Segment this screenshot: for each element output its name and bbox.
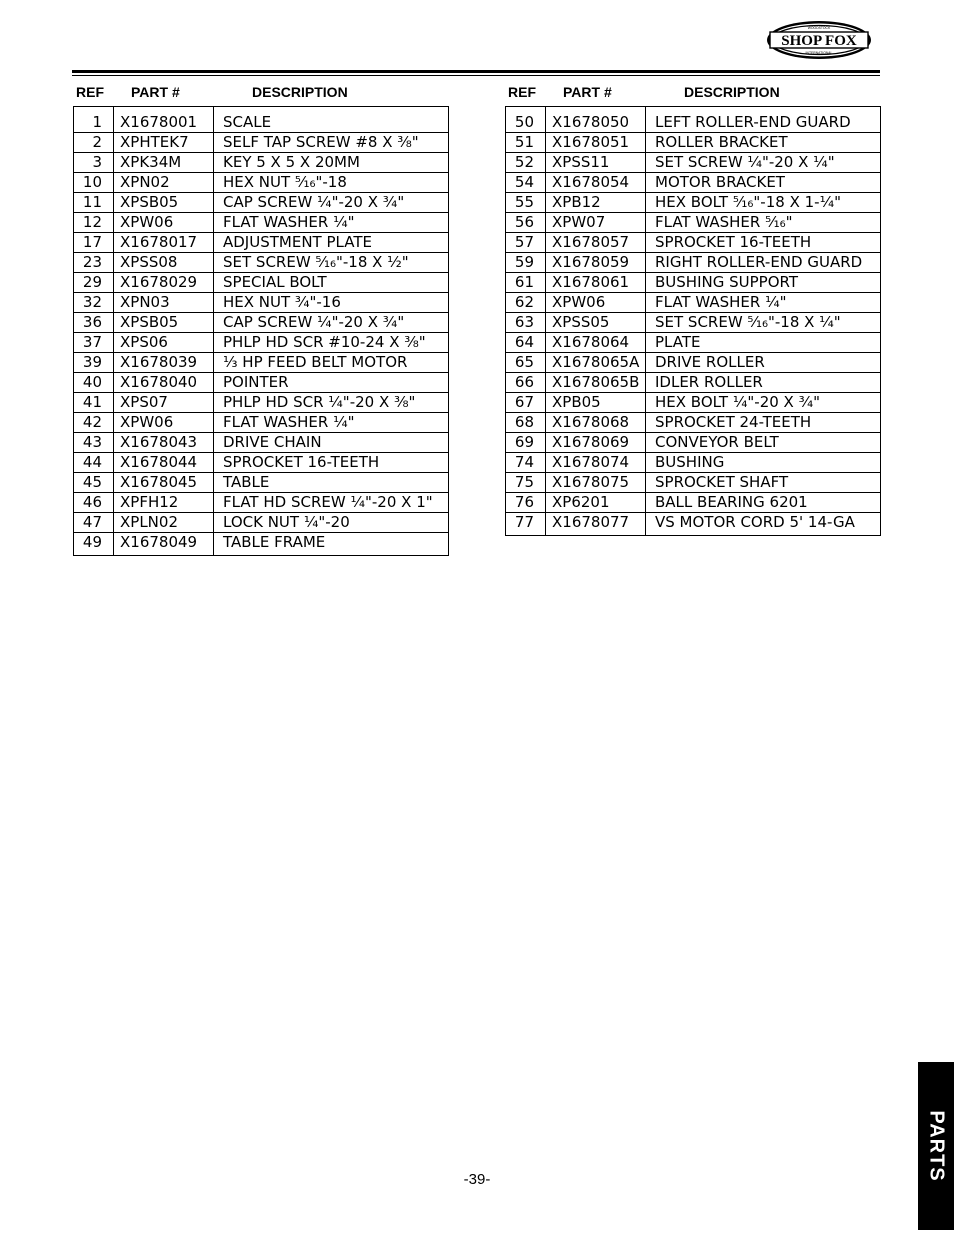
table-row [506,413,881,433]
part-number-cell: X1678001 [114,113,214,133]
description-cell: SPROCKET 24-TEETH [646,413,881,433]
part-number-cell: XPS06 [114,333,214,353]
part-number-cell: X1678017 [114,233,214,253]
table-row [74,473,449,493]
description-cell: BALL BEARING 6201 [646,493,881,513]
ref-cell: 57 [506,233,546,253]
description-cell: CAP SCREW ¹⁄₄"-20 X ³⁄₄" [214,193,449,213]
description-cell: SELF TAP SCREW #8 X ³⁄₈" [214,133,449,153]
part-number-cell: X1678061 [546,273,646,293]
ref-cell: 40 [74,373,114,393]
ref-cell: 45 [74,473,114,493]
ref-cell: 63 [506,313,546,333]
part-number-cell: XPSS11 [546,153,646,173]
description-cell: LOCK NUT ¹⁄₄"-20 [214,513,449,533]
table-row [506,133,881,153]
part-number-cell: X1678039 [114,353,214,373]
right-table-header [507,84,882,102]
ref-cell: 62 [506,293,546,313]
part-number-cell: X1678051 [546,133,646,153]
description-cell: ADJUSTMENT PLATE [214,233,449,253]
description-cell: FLAT HD SCREW ¹⁄₄"-20 X 1" [214,493,449,513]
ref-cell: 75 [506,473,546,493]
description-cell: FLAT WASHER ¹⁄₄" [214,213,449,233]
ref-cell: 47 [74,513,114,533]
ref-cell: 64 [506,333,546,353]
ref-cell: 61 [506,273,546,293]
table-row [506,493,881,513]
table-row [506,293,881,313]
table-row [74,233,449,253]
part-number-cell: X1678065B [546,373,646,393]
part-number-cell: XPK34M [114,153,214,173]
table-row [506,433,881,453]
header-rule-thin [72,75,880,76]
description-cell: SPECIAL BOLT [214,273,449,293]
part-number-cell: X1678069 [546,433,646,453]
ref-cell: 69 [506,433,546,453]
parts-section-tab-label: PARTS [925,1110,948,1182]
description-cell: KEY 5 X 5 X 20MM [214,153,449,173]
page-number: -39- [463,1171,491,1188]
table-row [506,513,881,536]
ref-cell: 41 [74,393,114,413]
ref-cell: 42 [74,413,114,433]
table-row [74,153,449,173]
description-cell: DRIVE CHAIN [214,433,449,453]
parts-section-tab [918,1062,954,1230]
ref-cell: 51 [506,133,546,153]
ref-cell: 49 [74,533,114,556]
ref-cell: 43 [74,433,114,453]
description-cell: SET SCREW ¹⁄₄"-20 X ¹⁄₄" [646,153,881,173]
ref-cell: 32 [74,293,114,313]
description-cell: SPROCKET SHAFT [646,473,881,493]
part-number-cell: X1678049 [114,533,214,556]
table-row [74,533,449,556]
left-parts-table-body [74,107,449,556]
table-row [506,113,881,133]
left-header-part: PART # [131,84,180,100]
right-header-description: DESCRIPTION [684,84,780,100]
part-number-cell: XPS07 [114,393,214,413]
description-cell: CONVEYOR BELT [646,433,881,453]
description-cell: ¹⁄₃ HP FEED BELT MOTOR [214,353,449,373]
ref-cell: 17 [74,233,114,253]
part-number-cell: XPSB05 [114,313,214,333]
table-row [74,393,449,413]
description-cell: SPROCKET 16-TEETH [646,233,881,253]
part-number-cell: XPN03 [114,293,214,313]
part-number-cell: X1678068 [546,413,646,433]
left-table-header [75,84,450,102]
part-number-cell: XPW06 [114,413,214,433]
ref-cell: 1 [74,113,114,133]
table-row [506,173,881,193]
part-number-cell: XPN02 [114,173,214,193]
ref-cell: 29 [74,273,114,293]
ref-cell: 10 [74,173,114,193]
part-number-cell: XPFH12 [114,493,214,513]
table-row [74,133,449,153]
description-cell: HEX NUT ³⁄₄"-16 [214,293,449,313]
table-row [506,213,881,233]
table-row [74,193,449,213]
description-cell: HEX BOLT ⁵⁄₁₆"-18 X 1-¹⁄₄" [646,193,881,213]
description-cell: FLAT WASHER ¹⁄₄" [646,293,881,313]
description-cell: POINTER [214,373,449,393]
table-row [74,433,449,453]
table-row [506,453,881,473]
part-number-cell: X1678077 [546,513,646,536]
description-cell: TABLE [214,473,449,493]
table-row [506,373,881,393]
ref-cell: 56 [506,213,546,233]
table-row [506,233,881,253]
table-row [74,113,449,133]
table-row [506,313,881,333]
ref-cell: 36 [74,313,114,333]
table-row [506,393,881,413]
right-parts-table-body [506,107,881,536]
ref-cell: 39 [74,353,114,373]
description-cell: RIGHT ROLLER-END GUARD [646,253,881,273]
table-row [74,313,449,333]
ref-cell: 2 [74,133,114,153]
description-cell: TABLE FRAME [223,533,326,551]
part-number-cell: XP6201 [546,493,646,513]
logo-top-text: WOODSTOCK [807,26,831,30]
description-cell: ROLLER BRACKET [646,133,881,153]
table-row [74,293,449,313]
header-rule-thick [72,70,880,73]
ref-cell: 65 [506,353,546,373]
part-number-cell: X1678064 [546,333,646,353]
description-cell: BUSHING SUPPORT [646,273,881,293]
description-cell: MOTOR BRACKET [646,173,881,193]
logo-bottom-text: INTERNATIONAL [805,51,833,55]
table-row [506,333,881,353]
part-number-cell: XPW07 [546,213,646,233]
table-row [506,473,881,493]
part-number-cell: X1678075 [546,473,646,493]
ref-cell: 12 [74,213,114,233]
ref-cell: 23 [74,253,114,273]
description-cell: PHLP HD SCR ¹⁄₄"-20 X ³⁄₈" [214,393,449,413]
ref-cell: 67 [506,393,546,413]
table-row [74,493,449,513]
ref-cell: 3 [74,153,114,173]
table-row [506,193,881,213]
part-number-cell: X1678040 [114,373,214,393]
ref-cell: 46 [74,493,114,513]
description-cell: SCALE [214,113,449,133]
description-cell: BUSHING [646,453,881,473]
ref-cell: 76 [506,493,546,513]
description-cell: PHLP HD SCR #10-24 X ³⁄₈" [214,333,449,353]
table-row [506,253,881,273]
part-number-cell: X1678059 [546,253,646,273]
table-row [74,253,449,273]
description-cell: DRIVE ROLLER [646,353,881,373]
description-cell: LEFT ROLLER-END GUARD [646,113,881,133]
table-row [74,173,449,193]
table-row [74,513,449,533]
ref-cell: 74 [506,453,546,473]
left-header-ref: REF [76,84,104,100]
description-cell: IDLER ROLLER [646,373,881,393]
description-cell: FLAT WASHER ¹⁄₄" [214,413,449,433]
part-number-cell: XPB05 [546,393,646,413]
part-number-cell: XPW06 [114,213,214,233]
part-number-cell: X1678029 [114,273,214,293]
ref-cell: 77 [506,513,546,536]
part-number-cell: XPB12 [546,193,646,213]
left-parts-table [73,106,449,556]
left-header-description: DESCRIPTION [252,84,348,100]
ref-cell: 11 [74,193,114,213]
table-row [506,273,881,293]
description-cell: HEX NUT ⁵⁄₁₆"-18 [214,173,449,193]
table-row [74,213,449,233]
part-number-cell: X1678043 [114,433,214,453]
ref-cell: 59 [506,253,546,273]
table-row [74,453,449,473]
part-number-cell: X1678050 [546,113,646,133]
right-header-ref: REF [508,84,536,100]
description-cell: SPROCKET 16-TEETH [214,453,449,473]
right-header-part: PART # [563,84,612,100]
description-cell: HEX BOLT ¹⁄₄"-20 X ³⁄₄" [646,393,881,413]
table-row [74,333,449,353]
part-number-cell: XPW06 [546,293,646,313]
right-parts-table [505,106,881,536]
ref-cell: 44 [74,453,114,473]
part-number-cell: X1678054 [546,173,646,193]
part-number-cell: X1678044 [114,453,214,473]
shop-fox-logo [766,20,872,60]
ref-cell: 54 [506,173,546,193]
table-row [506,353,881,373]
part-number-cell: XPHTEK7 [114,133,214,153]
part-number-cell: X1678074 [546,453,646,473]
table-row [506,153,881,173]
ref-cell: 52 [506,153,546,173]
logo-text: SHOP FOX [781,33,857,49]
part-number-cell: XPSS05 [546,313,646,333]
description-cell: SET SCREW ⁵⁄₁₆"-18 X ¹⁄₄" [646,313,881,333]
description-cell: PLATE [646,333,881,353]
part-number-cell: X1678065A [546,353,646,373]
ref-cell: 55 [506,193,546,213]
table-row [74,413,449,433]
description-cell: SET SCREW ⁵⁄₁₆"-18 X ¹⁄₂" [214,253,449,273]
table-row [74,353,449,373]
ref-cell: 50 [506,113,546,133]
part-number-cell: XPLN02 [114,513,214,533]
part-number-cell: X1678045 [114,473,214,493]
description-cell: FLAT WASHER ⁵⁄₁₆" [646,213,881,233]
ref-cell: 37 [74,333,114,353]
ref-cell: 66 [506,373,546,393]
part-number-cell: XPSB05 [114,193,214,213]
description-cell: CAP SCREW ¹⁄₄"-20 X ³⁄₄" [214,313,449,333]
description-cell: VS MOTOR CORD 5' 14-GA [655,513,855,531]
part-number-cell: XPSS08 [114,253,214,273]
table-row [74,373,449,393]
table-row [74,273,449,293]
part-number-cell: X1678057 [546,233,646,253]
ref-cell: 68 [506,413,546,433]
